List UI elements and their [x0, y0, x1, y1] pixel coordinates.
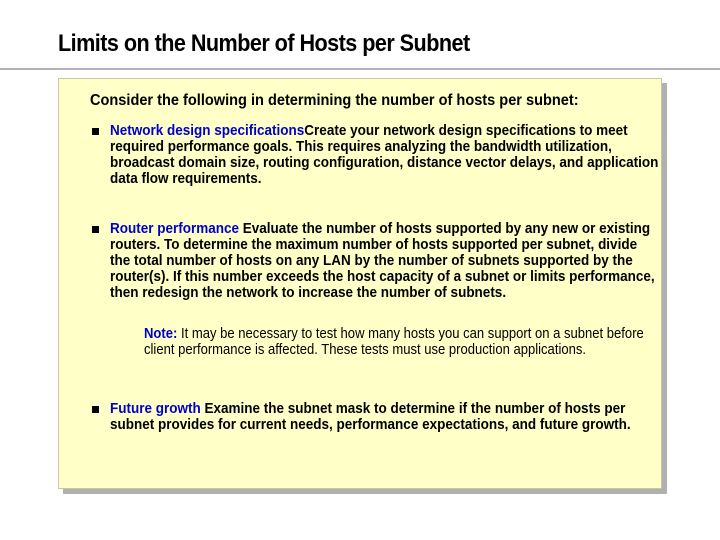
title-divider: [0, 68, 720, 70]
item-lead: Network design specifications: [110, 122, 305, 139]
item-text: Create your network design specifications to meet required performance goals. This requires analyzing the bandwidth utilization, broadcast domain size, routing configuration, distance vector delays, and application data flow requirements.: [110, 122, 659, 187]
item-lead: Future growth: [110, 400, 201, 417]
note-block: [144, 327, 648, 358]
list-item-future-growth: [110, 401, 659, 433]
slide-title: Limits on the Number of Hosts per Subnet: [58, 30, 470, 57]
bullet-square-icon: [92, 406, 99, 413]
bullet-square-icon: [92, 226, 99, 233]
item-lead: Router performance: [110, 220, 240, 237]
list-item-router-performance: [110, 221, 659, 301]
item-text: Examine the subnet mask to determine if the number of hosts per subnet provides for current needs, performance expectations, and future growth.: [110, 400, 631, 433]
note-text: It may be necessary to test how many hosts you can support on a subnet before client performance is affected. These tests must use production applications.: [144, 326, 644, 358]
bullet-square-icon: [92, 128, 99, 135]
item-text: Evaluate the number of hosts supported by any new or existing routers. To determine the maximum number of hosts supported per subnet, divide the total number of hosts on any LAN by the number of subnets supported by the router(s). If this number exceeds the host capacity of a subnet or limits performance, then redesign the network to increase the number of subnets.: [110, 220, 655, 301]
list-item-network-design: [110, 123, 659, 187]
note-label: Note:: [144, 326, 178, 342]
intro-text: Consider the following in determining the number of hosts per subnet:: [90, 92, 579, 109]
